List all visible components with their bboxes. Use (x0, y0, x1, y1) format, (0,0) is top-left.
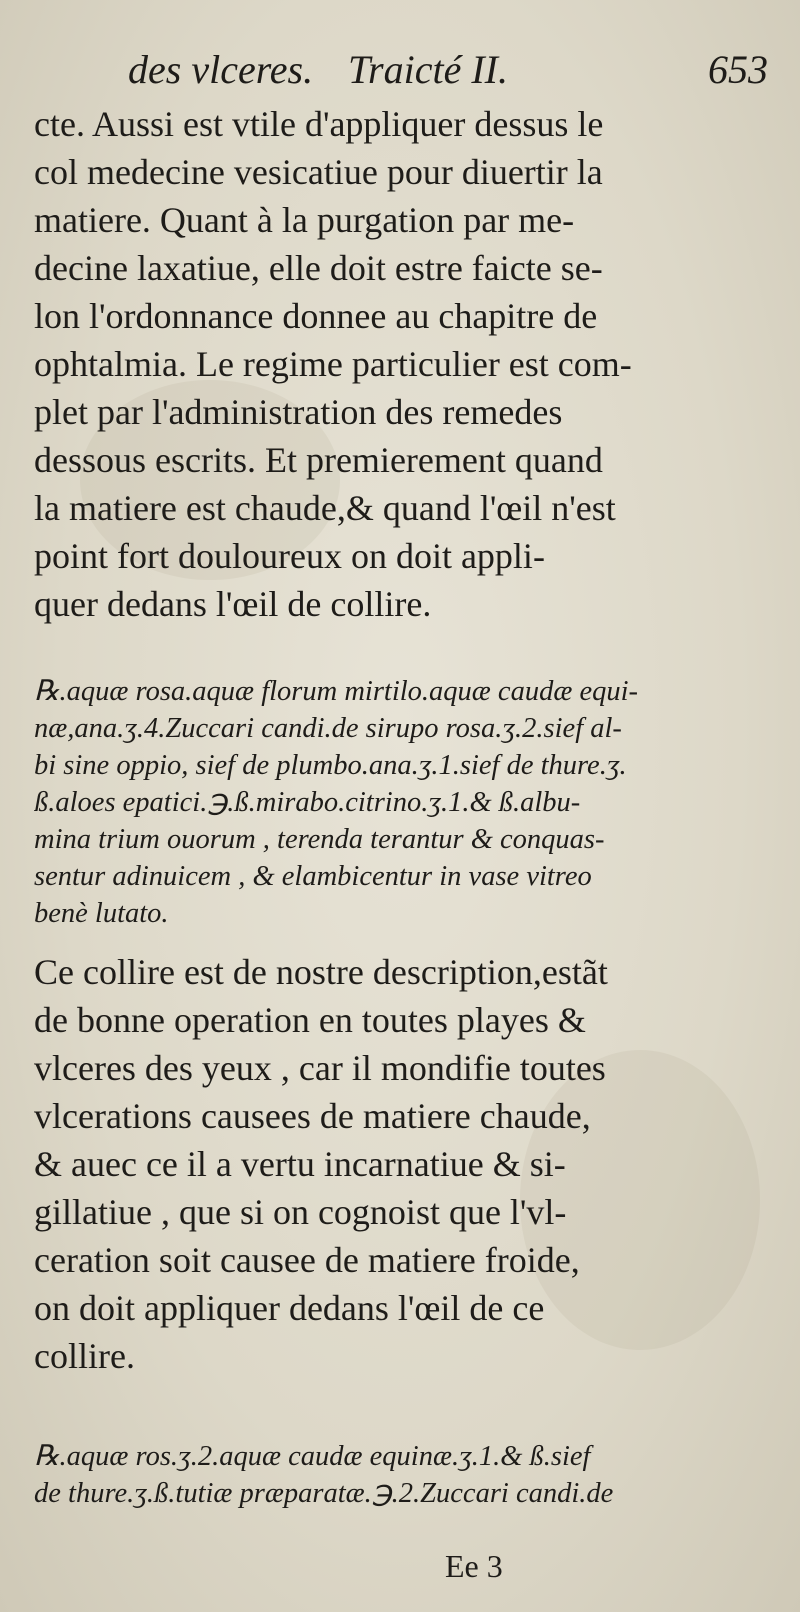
recipe-line: de thure.ʒ.ß.tutiæ præparatæ.℈.2.Zuccari candi.de (34, 1478, 614, 1509)
text-line: de bonne operation en toutes playes & (34, 1000, 586, 1040)
recipe-1 (34, 673, 774, 932)
recipe-line: mina trium ouorum , terenda terantur & conquas- (34, 824, 605, 855)
paragraph-2 (34, 948, 774, 1380)
text-line: decine laxatiue, elle doit estre faicte se- (34, 248, 603, 288)
text-line: col medecine vesicatiue pour diuertir la (34, 152, 603, 192)
running-header (128, 46, 768, 96)
text-line: vlcerations causees de matiere chaude, (34, 1096, 591, 1136)
text-line: collire. (34, 1336, 135, 1376)
text-line: matiere. Quant à la purgation par me- (34, 200, 575, 240)
recipe-line: bi sine oppio, sief de plumbo.ana.ʒ.1.sief de thure.ʒ. (34, 750, 627, 781)
signature-mark: Ee 3 (445, 1548, 503, 1584)
text-line: vlceres des yeux , car il mondifie toutes (34, 1048, 606, 1088)
recipe-line: næ,ana.ʒ.4.Zuccari candi.de sirupo rosa.ʒ.2.sief al- (34, 713, 622, 744)
recipe-line: benè lutato. (34, 898, 169, 929)
text-line: dessous escrits. Et premierement quand (34, 440, 603, 480)
text-line: gillatiue , que si on cognoist que l'vl- (34, 1192, 567, 1232)
recipe-line: ℞.aquæ rosa.aquæ florum mirtilo.aquæ caudæ equi- (34, 676, 639, 707)
page-number: 653 (708, 47, 768, 92)
recipe-line: ß.aloes epatici.℈.ß.mirabo.citrino.ʒ.1.& ß.albu- (34, 787, 581, 818)
text-line: quer dedans l'œil de collire. (34, 584, 432, 624)
text-line: cte. Aussi est vtile d'appliquer dessus le (34, 104, 604, 144)
text-line: plet par l'administration des remedes (34, 392, 563, 432)
text-line: lon l'ordonnance donnee au chapitre de (34, 296, 598, 336)
header-left: des vlceres. (128, 47, 314, 92)
text-line: Ce collire est de nostre description,estãt (34, 952, 608, 992)
paragraph-1 (34, 100, 774, 628)
text-line: on doit appliquer dedans l'œil de ce (34, 1288, 545, 1328)
recipe-line: ℞.aquæ ros.ʒ.2.aquæ caudæ equinæ.ʒ.1.& ß.sief (34, 1441, 591, 1472)
recipe-2 (34, 1438, 774, 1512)
header-treatise: Traicté II. (348, 47, 508, 92)
text-line: ceration soit causee de matiere froide, (34, 1240, 580, 1280)
text-line: la matiere est chaude,& quand l'œil n'est (34, 488, 616, 528)
text-line: ophtalmia. Le regime particulier est com- (34, 344, 632, 384)
recipe-line: sentur adinuicem , & elambicentur in vase vitreo (34, 861, 592, 892)
text-line: point fort douloureux on doit appli- (34, 536, 545, 576)
text-line: & auec ce il a vertu incarnatiue & si- (34, 1144, 566, 1184)
